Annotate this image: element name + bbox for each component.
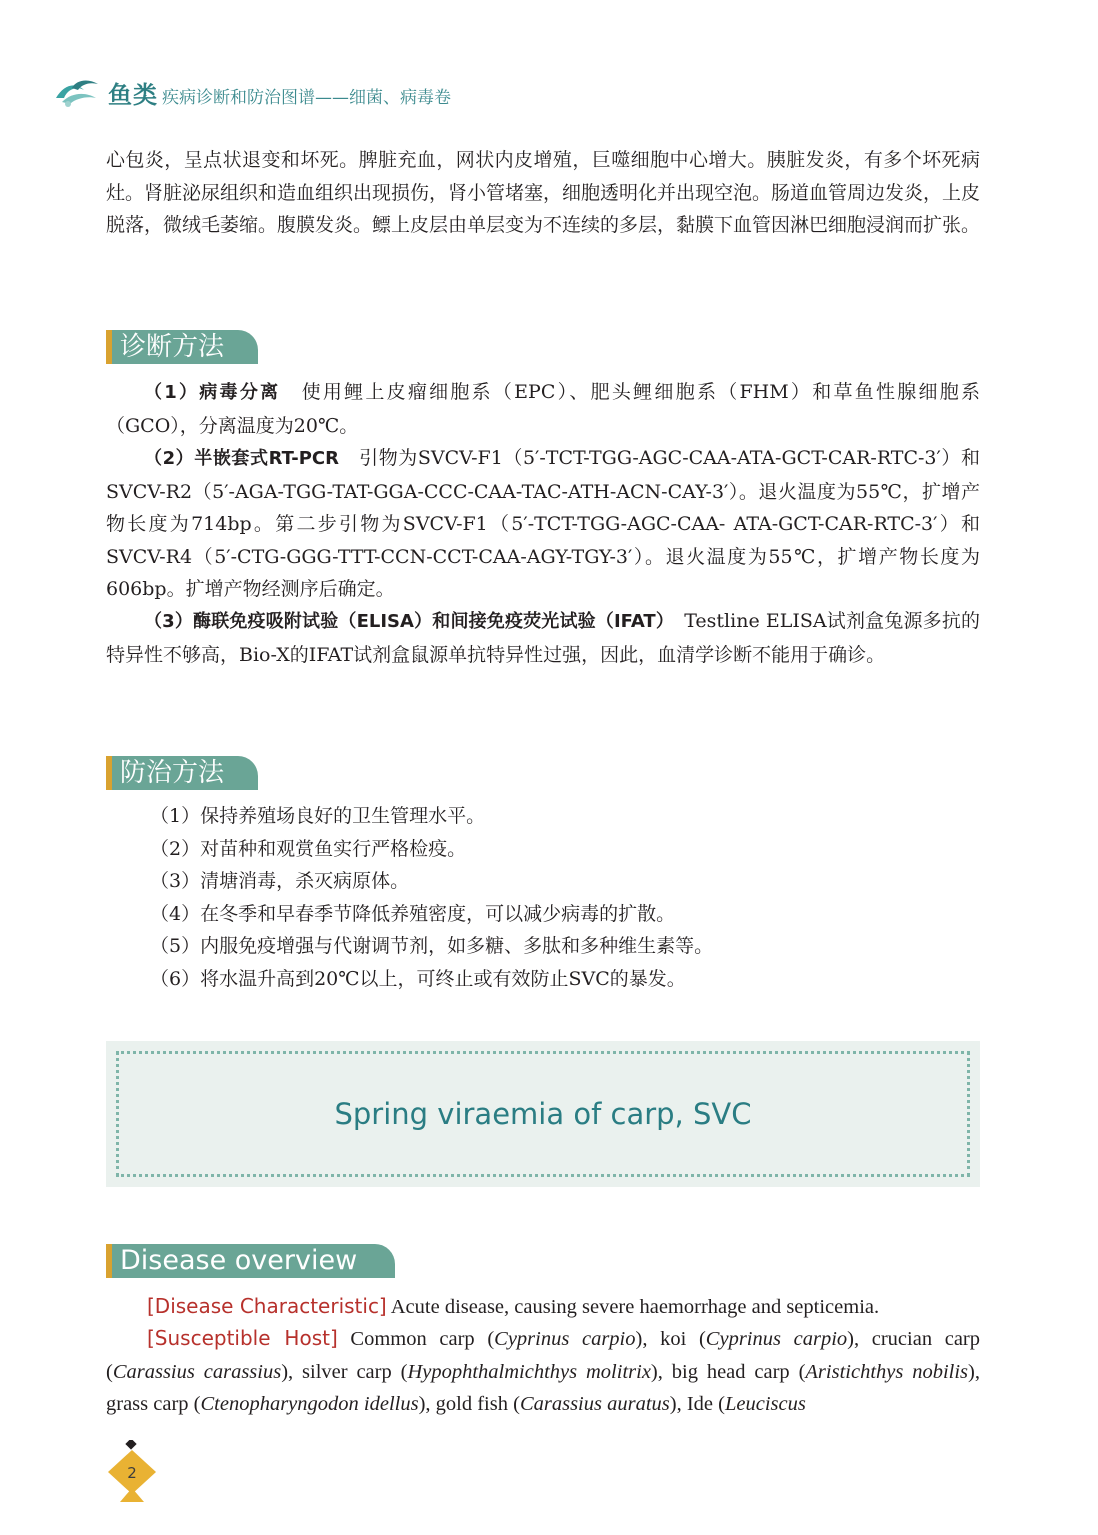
section-heading-prevention xyxy=(106,756,258,790)
susceptible-host-paragraph xyxy=(106,1322,980,1421)
book-title-main: 鱼类 xyxy=(108,80,158,109)
species-name: Carassius carassius xyxy=(112,1360,282,1383)
book-title xyxy=(108,75,451,110)
host-text-segment: Common carp ( xyxy=(337,1328,495,1350)
section-heading-label: 防治方法 xyxy=(112,756,258,790)
english-disease-title: Spring viraemia of carp, SVC xyxy=(334,1097,752,1131)
intro-paragraph: 心包炎，呈点状退变和坏死。脾脏充血，网状内皮增殖，巨噬细胞中心增大。胰脏发炎，有多个坏死病灶。肾脏泌尿组织和造血组织出现损伤，肾小管堵塞，细胞透明化并出现空泡。肠道血管周边发炎，上皮脱落，微绒毛萎缩。腹膜发炎。鳔上皮层由单层变为不连续的多层，黏膜下血管因淋巴细胞浸润而扩张。 xyxy=(106,149,981,237)
species-name: Hypophthalmichthys molitrix xyxy=(407,1360,651,1383)
list-item: （1）保持养殖场良好的卫生管理水平。 xyxy=(150,805,486,827)
list-item: （2）对苗种和观赏鱼实行严格检疫。 xyxy=(150,837,467,860)
list-item: （5）内服免疫增强与代谢调节剂，如多糖、多肽和多种维生素等。 xyxy=(150,935,714,958)
page-number-marker xyxy=(106,1440,158,1506)
host-text-segment: ), koi ( xyxy=(635,1328,706,1350)
item-label: （2）半嵌套式RT-PCR xyxy=(144,448,339,469)
book-title-sub: 疾病诊断和防治图谱——细菌、病毒卷 xyxy=(162,87,451,108)
host-text-segment: ), grass carp ( xyxy=(106,1360,980,1415)
diagnosis-item-3 xyxy=(106,605,980,671)
item-text: 使用鲤上皮瘤细胞系（EPC）、肥头鲤细胞系（FHM）和草鱼性腺细胞系（GCO），分离温度为20℃。 xyxy=(106,381,980,437)
host-text-segment: ), Ide ( xyxy=(669,1393,725,1415)
characteristic-label: [Disease Characteristic] xyxy=(147,1294,387,1318)
section-heading-overview xyxy=(106,1244,395,1278)
list-item: （4）在冬季和早春季节降低养殖密度，可以减少病毒的扩散。 xyxy=(150,902,676,925)
page-header xyxy=(54,74,451,110)
species-name: Cyprinus carpio xyxy=(494,1328,636,1350)
wave-logo-icon xyxy=(54,74,102,110)
prevention-list xyxy=(150,800,713,996)
host-label: [Susceptible Host] xyxy=(147,1326,338,1350)
species-name: Cyprinus carpio xyxy=(705,1328,848,1350)
item-label: （3）酶联免疫吸附试验（ELISA）和间接免疫荧光试验（IFAT） xyxy=(144,611,666,632)
species-name: Leuciscus xyxy=(724,1393,806,1415)
host-text-segment: ), gold fish ( xyxy=(418,1393,520,1415)
section-heading-diagnosis xyxy=(106,330,258,364)
section-heading-label: 诊断方法 xyxy=(112,330,258,364)
list-item: （6）将水温升高到20℃以上，可终止或有效防止SVC的暴发。 xyxy=(150,967,686,990)
host-text-segment: ), silver carp ( xyxy=(281,1360,408,1383)
item-text: 引物为SVCV-F1（5′-TCT-TGG-AGC-CAA-ATA-GCT-CAR-RTC-3′）和SVCV-R2（5′-AGA-TGG-TAT-GGA-CCC-CAA-TAC-ATH-ACN-CAY-3′）。退火温度为55℃，扩增产物长度为714bp。第二步引物为SVCV-F1（5′-TCT-TGG-AGC-CAA- ATA-GCT-CAR-RTC-3′）和SVCV-R4（5′-CTG-GGG-TTT-CCN-CCT-CAA-AGY-TGY-3′）。退火温度为55℃，扩增产物长度为606bp。扩增产物经测序后确定。 xyxy=(106,447,980,601)
species-name: Ctenopharyngodon idellus xyxy=(200,1393,419,1415)
dotted-frame xyxy=(116,1051,970,1177)
characteristic-text: Acute disease, causing severe haemorrhage and septicemia. xyxy=(386,1296,880,1318)
english-title-box xyxy=(106,1041,980,1187)
list-item: （3）清塘消毒，杀灭病原体。 xyxy=(150,870,410,893)
species-name: Aristichthys nobilis xyxy=(805,1360,969,1383)
item-text: Testline ELISA试剂盒兔源多抗的特异性不够高，Bio-X的IFAT试剂盒鼠源单抗特异性过强，因此，血清学诊断不能用于确诊。 xyxy=(106,610,980,666)
item-label: （1）病毒分离 xyxy=(144,382,281,403)
diagnosis-item-2 xyxy=(106,442,980,606)
disease-characteristic-paragraph xyxy=(106,1290,980,1324)
section-heading-label: Disease overview xyxy=(112,1244,395,1278)
species-name: Carassius auratus xyxy=(519,1393,670,1415)
host-text-segment: ), big head carp ( xyxy=(650,1360,806,1383)
page-ornament-icon xyxy=(106,1440,158,1506)
diagnosis-item-1 xyxy=(106,376,980,442)
page-number: 2 xyxy=(127,1464,137,1482)
host-text-segment: ), crucian carp ( xyxy=(106,1328,981,1383)
